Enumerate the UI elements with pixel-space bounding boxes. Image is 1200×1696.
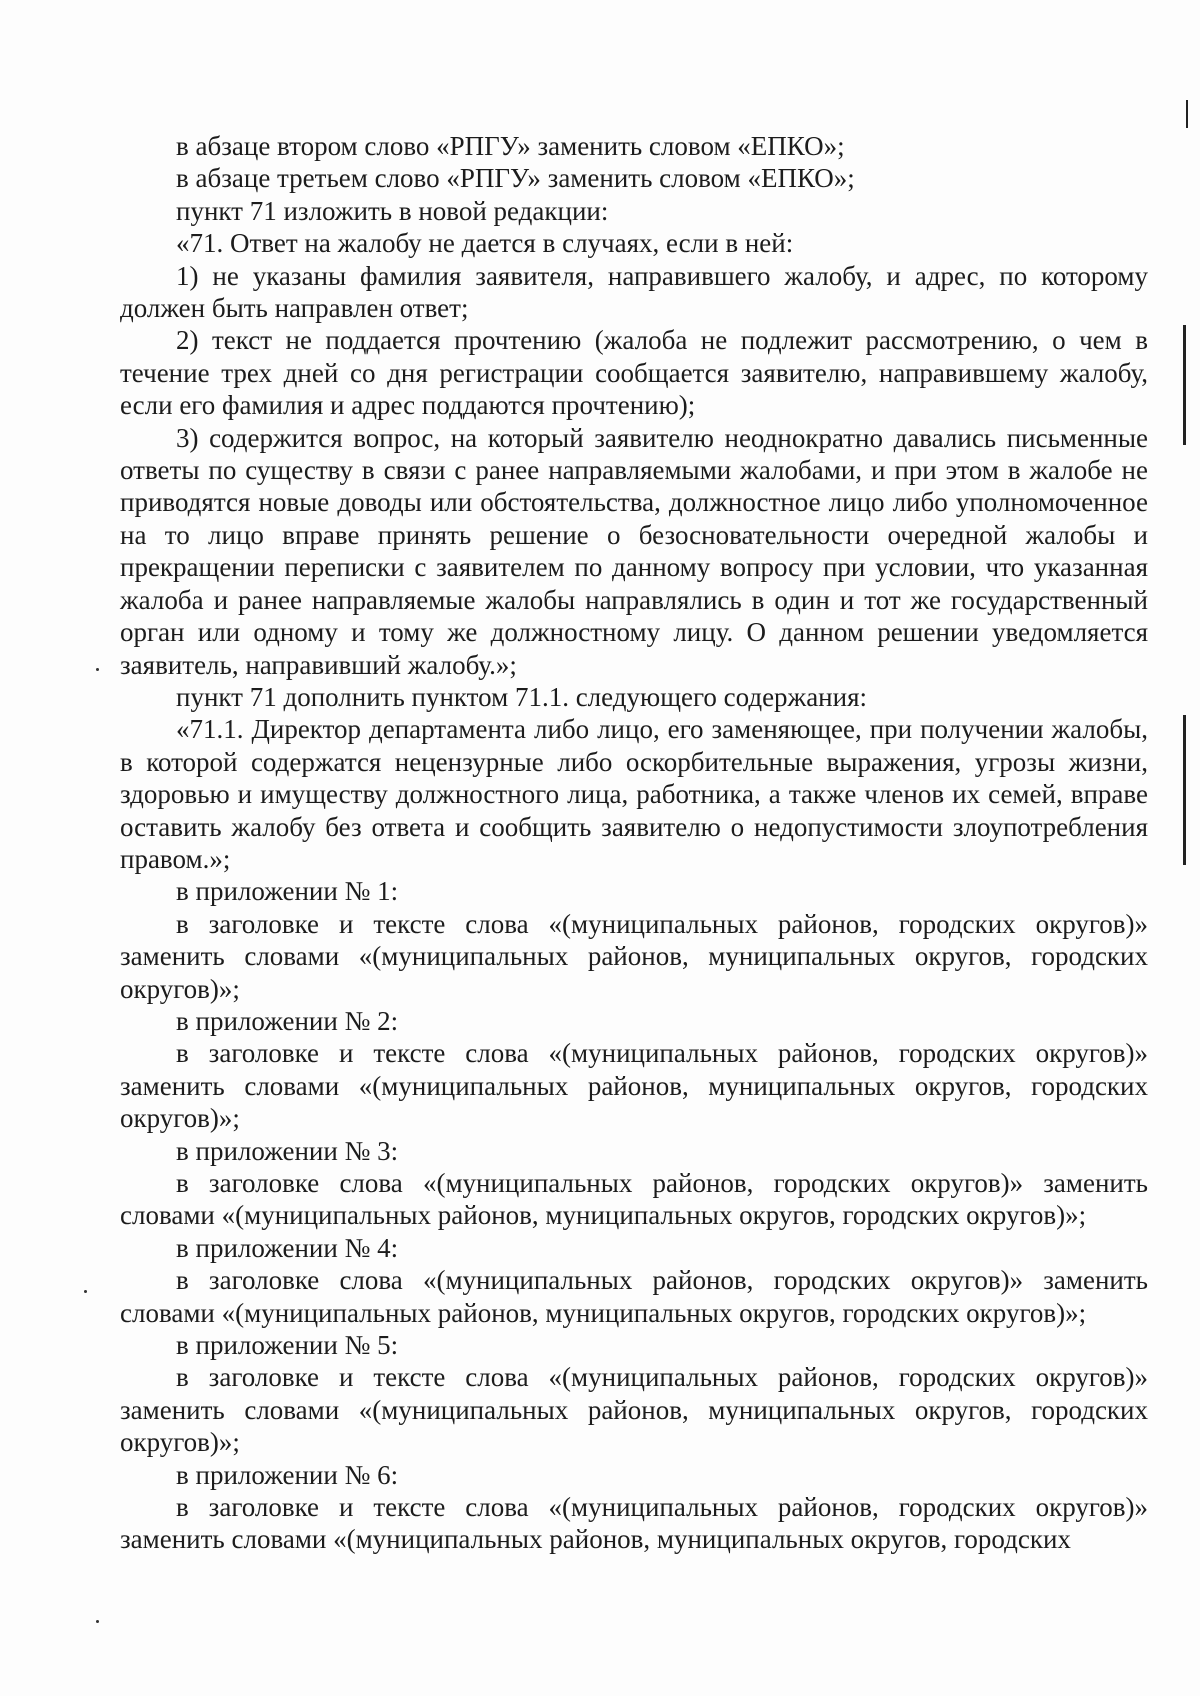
scan-edge-mark [1183,715,1186,865]
paragraph-1: в абзаце втором слово «РПГУ» заменить словом «ЕПКО»; [176,131,845,161]
paragraph-6: 2) текст не поддается прочтению (жалоба не подлежит рассмотрению, о чем в течение трех дней со дня регистрации сообщается заявителю, направившему жалобу, если его фамилия и адрес поддаются прочтению); [120,325,1148,421]
paragraph-5: 1) не указаны фамилия заявителя, направившего жалобу, и адрес, по которому должен быть направлен ответ; [120,260,1148,324]
paragraph-15: в заголовке слова «(муниципальных районов, городских округов)» заменить словами «(муниципальных районов, муниципальных округов, городских округов)»; [120,1168,1148,1231]
paragraph-11: в заголовке и тексте слова «(муниципальных районов, городских округов)» заменить словами «(муниципальных районов, муниципальных округов, городских округов)»; [120,908,1148,1004]
scan-dot [96,668,99,671]
paragraph-17: в заголовке слова «(муниципальных районов, городских округов)» заменить словами «(муниципальных районов, муниципальных округов, городских округов)»; [120,1265,1148,1328]
paragraph-21: в заголовке и тексте слова «(муниципальных районов, городских округов)» заменить словами «(муниципальных районов, муниципальных округов, городских [120,1492,1148,1555]
paragraph-2: в абзаце третьем слово «РПГУ» заменить словом «ЕПКО»; [176,163,855,194]
paragraph-18: в приложении № 5: [176,1330,399,1361]
paragraph-13: в заголовке и тексте слова «(муниципальных районов, городских округов)» заменить словами «(муниципальных районов, муниципальных округов, городских округов)»; [120,1038,1148,1134]
paragraph-4: «71. Ответ на жалобу не дается в случаях, если в ней: [176,228,794,259]
paragraph-8: пункт 71 дополнить пунктом 71.1. следующего содержания: [176,681,868,712]
paragraph-7: 3) содержится вопрос, на который заявителю неоднократно давались письменные ответы по существу в связи с ранее направляемыми жалобами, и при этом в жалобе не приводятся новые доводы или обстоятельства, должностное лицо либо уполномоченное на то лицо вправе принять решение о безосновательности очередной жалобы и прекращении переписки с заявителем по данному вопросу при условии, что указанная жалоба и ранее направляемые жалобы направлялись в один и тот же государственный орган или одному и тому же должностному лицу. О данном решении уведомляется заявитель, направивший жалобу.»; [120,422,1148,680]
scan-edge-mark [1183,325,1186,445]
scan-edge-mark [1186,100,1188,128]
scan-dot [96,1620,99,1623]
paragraph-20: в приложении № 6: [176,1459,399,1490]
paragraph-14: в приложении № 3: [176,1135,399,1166]
paragraph-12: в приложении № 2: [176,1005,399,1036]
document-body [120,130,1148,1556]
paragraph-10: в приложении № 1: [176,876,399,907]
scan-dot [84,1290,87,1293]
paragraph-16: в приложении № 4: [176,1232,399,1263]
paragraph-3: пункт 71 изложить в новой редакции: [176,195,609,226]
paragraph-9: «71.1. Директор департамента либо лицо, его заменяющее, при получении жалобы, в которой содержатся нецензурные либо оскорбительные выражения, угрозы жизни, здоровью и имуществу должностного лица, работника, а также членов их семей, вправе оставить жалобу без ответа и сообщить заявителю о недопустимости злоупотребления правом.»; [120,714,1148,874]
paragraph-19: в заголовке и тексте слова «(муниципальных районов, городских округов)» заменить словами «(муниципальных районов, муниципальных округов, городских округов)»; [120,1362,1148,1458]
